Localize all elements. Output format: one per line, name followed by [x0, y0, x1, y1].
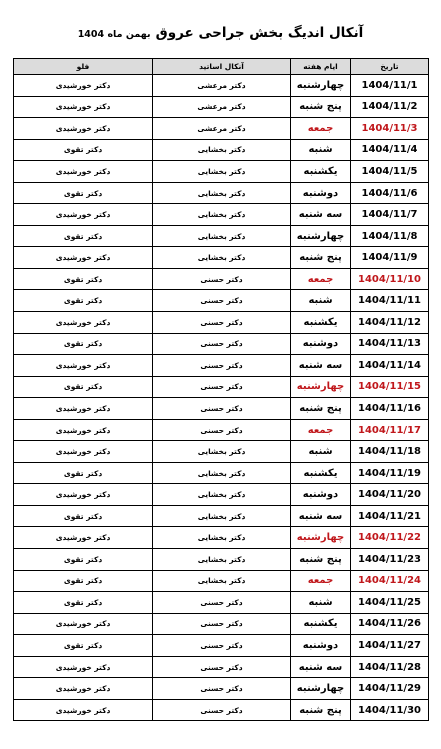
fellow-cell: دکتر خورشیدی	[14, 613, 153, 635]
fellow-cell: دکتر خورشیدی	[14, 118, 153, 140]
header-attending: آنکال اساتید	[153, 59, 291, 75]
table-row	[14, 484, 429, 506]
day-cell: پنج شنبه	[291, 549, 351, 571]
attending-cell: دکتر بخشایی	[153, 484, 291, 506]
header-date: تاریخ	[351, 59, 429, 75]
date-cell: 1404/11/11	[351, 290, 429, 312]
table-row	[14, 613, 429, 635]
fellow-cell: دکتر تقوی	[14, 225, 153, 247]
day-cell: سه شنبه	[291, 355, 351, 377]
day-cell: چهارشنبه	[291, 376, 351, 398]
date-cell: 1404/11/2	[351, 96, 429, 118]
day-cell: چهارشنبه	[291, 678, 351, 700]
date-cell: 1404/11/14	[351, 355, 429, 377]
date-cell: 1404/11/1	[351, 75, 429, 97]
date-cell: 1404/11/30	[351, 699, 429, 721]
attending-cell: دکتر بخشایی	[153, 462, 291, 484]
day-cell: جمعه	[291, 419, 351, 441]
day-cell: شنبه	[291, 139, 351, 161]
day-cell: سه شنبه	[291, 505, 351, 527]
date-cell: 1404/11/18	[351, 441, 429, 463]
table-row	[14, 204, 429, 226]
date-cell: 1404/11/12	[351, 312, 429, 334]
date-cell: 1404/11/6	[351, 182, 429, 204]
fellow-cell: دکتر خورشیدی	[14, 204, 153, 226]
table-row	[14, 699, 429, 721]
date-cell: 1404/11/26	[351, 613, 429, 635]
attending-cell: دکتر حسنی	[153, 398, 291, 420]
day-cell: شنبه	[291, 290, 351, 312]
schedule-title	[0, 22, 441, 48]
table-row	[14, 441, 429, 463]
fellow-cell: دکتر تقوی	[14, 462, 153, 484]
day-cell: سه شنبه	[291, 204, 351, 226]
attending-cell: دکتر بخشایی	[153, 161, 291, 183]
fellow-cell: دکتر خورشیدی	[14, 441, 153, 463]
date-cell: 1404/11/25	[351, 592, 429, 614]
oncall-schedule-table	[13, 58, 429, 721]
day-cell: شنبه	[291, 441, 351, 463]
attending-cell: دکتر بخشایی	[153, 204, 291, 226]
day-cell: پنج شنبه	[291, 699, 351, 721]
fellow-cell: دکتر تقوی	[14, 505, 153, 527]
attending-cell: دکتر حسنی	[153, 678, 291, 700]
table-row	[14, 118, 429, 140]
header-row	[14, 59, 429, 75]
table-row	[14, 419, 429, 441]
date-cell: 1404/11/17	[351, 419, 429, 441]
day-cell: چهارشنبه	[291, 75, 351, 97]
day-cell: دوشنبه	[291, 333, 351, 355]
day-cell: یکشنبه	[291, 312, 351, 334]
fellow-cell: دکتر خورشیدی	[14, 419, 153, 441]
table-row	[14, 312, 429, 334]
fellow-cell: دکتر خورشیدی	[14, 96, 153, 118]
day-cell: یکشنبه	[291, 161, 351, 183]
fellow-cell: دکتر خورشیدی	[14, 312, 153, 334]
day-cell: جمعه	[291, 268, 351, 290]
fellow-cell: دکتر تقوی	[14, 635, 153, 657]
fellow-cell: دکتر تقوی	[14, 376, 153, 398]
attending-cell: دکتر بخشایی	[153, 505, 291, 527]
table-row	[14, 333, 429, 355]
day-cell: سه شنبه	[291, 656, 351, 678]
date-cell: 1404/11/5	[351, 161, 429, 183]
attending-cell: دکتر حسنی	[153, 290, 291, 312]
day-cell: پنج شنبه	[291, 247, 351, 269]
day-cell: جمعه	[291, 118, 351, 140]
table-row	[14, 505, 429, 527]
table-row	[14, 570, 429, 592]
attending-cell: دکتر حسنی	[153, 355, 291, 377]
date-cell: 1404/11/8	[351, 225, 429, 247]
fellow-cell: دکتر تقوی	[14, 592, 153, 614]
day-cell: جمعه	[291, 570, 351, 592]
day-cell: چهارشنبه	[291, 527, 351, 549]
date-cell: 1404/11/29	[351, 678, 429, 700]
header-fellow: فلو	[14, 59, 153, 75]
fellow-cell: دکتر تقوی	[14, 549, 153, 571]
fellow-cell: دکتر تقوی	[14, 139, 153, 161]
attending-cell: دکتر حسنی	[153, 268, 291, 290]
table-row	[14, 355, 429, 377]
date-cell: 1404/11/22	[351, 527, 429, 549]
table-row	[14, 75, 429, 97]
attending-cell: دکتر حسنی	[153, 376, 291, 398]
fellow-cell: دکتر خورشیدی	[14, 398, 153, 420]
date-cell: 1404/11/16	[351, 398, 429, 420]
header-day: ایام هفته	[291, 59, 351, 75]
day-cell: شنبه	[291, 592, 351, 614]
fellow-cell: دکتر خورشیدی	[14, 656, 153, 678]
day-cell: یکشنبه	[291, 462, 351, 484]
attending-cell: دکتر حسنی	[153, 312, 291, 334]
attending-cell: دکتر بخشایی	[153, 139, 291, 161]
fellow-cell: دکتر خورشیدی	[14, 355, 153, 377]
fellow-cell: دکتر خورشیدی	[14, 699, 153, 721]
attending-cell: دکتر حسنی	[153, 635, 291, 657]
attending-cell: دکتر حسنی	[153, 613, 291, 635]
date-cell: 1404/11/27	[351, 635, 429, 657]
date-cell: 1404/11/13	[351, 333, 429, 355]
date-cell: 1404/11/15	[351, 376, 429, 398]
attending-cell: دکتر بخشایی	[153, 182, 291, 204]
table-row	[14, 656, 429, 678]
date-cell: 1404/11/9	[351, 247, 429, 269]
table-row	[14, 462, 429, 484]
fellow-cell: دکتر تقوی	[14, 290, 153, 312]
table-row	[14, 139, 429, 161]
attending-cell: دکتر بخشایی	[153, 247, 291, 269]
table-row	[14, 161, 429, 183]
title-month: بهمن ماه 1404	[77, 29, 151, 40]
date-cell: 1404/11/21	[351, 505, 429, 527]
day-cell: پنج شنبه	[291, 96, 351, 118]
table-row	[14, 225, 429, 247]
day-cell: یکشنبه	[291, 613, 351, 635]
fellow-cell: دکتر تقوی	[14, 570, 153, 592]
date-cell: 1404/11/7	[351, 204, 429, 226]
day-cell: چهارشنبه	[291, 225, 351, 247]
attending-cell: دکتر حسنی	[153, 333, 291, 355]
day-cell: دوشنبه	[291, 484, 351, 506]
day-cell: پنج شنبه	[291, 398, 351, 420]
fellow-cell: دکتر خورشیدی	[14, 161, 153, 183]
attending-cell: دکتر مرعشی	[153, 118, 291, 140]
attending-cell: دکتر حسنی	[153, 419, 291, 441]
table-row	[14, 527, 429, 549]
table-row	[14, 678, 429, 700]
day-cell: دوشنبه	[291, 635, 351, 657]
attending-cell: دکتر مرعشی	[153, 96, 291, 118]
fellow-cell: دکتر خورشیدی	[14, 247, 153, 269]
table-row	[14, 376, 429, 398]
fellow-cell: دکتر تقوی	[14, 182, 153, 204]
table-row	[14, 268, 429, 290]
attending-cell: دکتر بخشایی	[153, 225, 291, 247]
fellow-cell: دکتر تقوی	[14, 268, 153, 290]
attending-cell: دکتر بخشایی	[153, 549, 291, 571]
fellow-cell: دکتر خورشیدی	[14, 678, 153, 700]
table-row	[14, 247, 429, 269]
date-cell: 1404/11/10	[351, 268, 429, 290]
attending-cell: دکتر مرعشی	[153, 75, 291, 97]
attending-cell: دکتر حسنی	[153, 656, 291, 678]
date-cell: 1404/11/23	[351, 549, 429, 571]
attending-cell: دکتر بخشایی	[153, 441, 291, 463]
fellow-cell: دکتر خورشیدی	[14, 527, 153, 549]
fellow-cell: دکتر خورشیدی	[14, 75, 153, 97]
date-cell: 1404/11/20	[351, 484, 429, 506]
fellow-cell: دکتر تقوی	[14, 333, 153, 355]
table-row	[14, 182, 429, 204]
day-cell: دوشنبه	[291, 182, 351, 204]
date-cell: 1404/11/19	[351, 462, 429, 484]
table-row	[14, 398, 429, 420]
table-row	[14, 635, 429, 657]
title-main: آنکال اندیگ بخش جراحی عروق	[155, 25, 364, 41]
attending-cell: دکتر حسنی	[153, 699, 291, 721]
table-row	[14, 96, 429, 118]
table-row	[14, 549, 429, 571]
date-cell: 1404/11/24	[351, 570, 429, 592]
date-cell: 1404/11/3	[351, 118, 429, 140]
attending-cell: دکتر حسنی	[153, 592, 291, 614]
fellow-cell: دکتر خورشیدی	[14, 484, 153, 506]
date-cell: 1404/11/28	[351, 656, 429, 678]
date-cell: 1404/11/4	[351, 139, 429, 161]
table-row	[14, 290, 429, 312]
attending-cell: دکتر بخشایی	[153, 527, 291, 549]
table-row	[14, 592, 429, 614]
attending-cell: دکتر بخشایی	[153, 570, 291, 592]
